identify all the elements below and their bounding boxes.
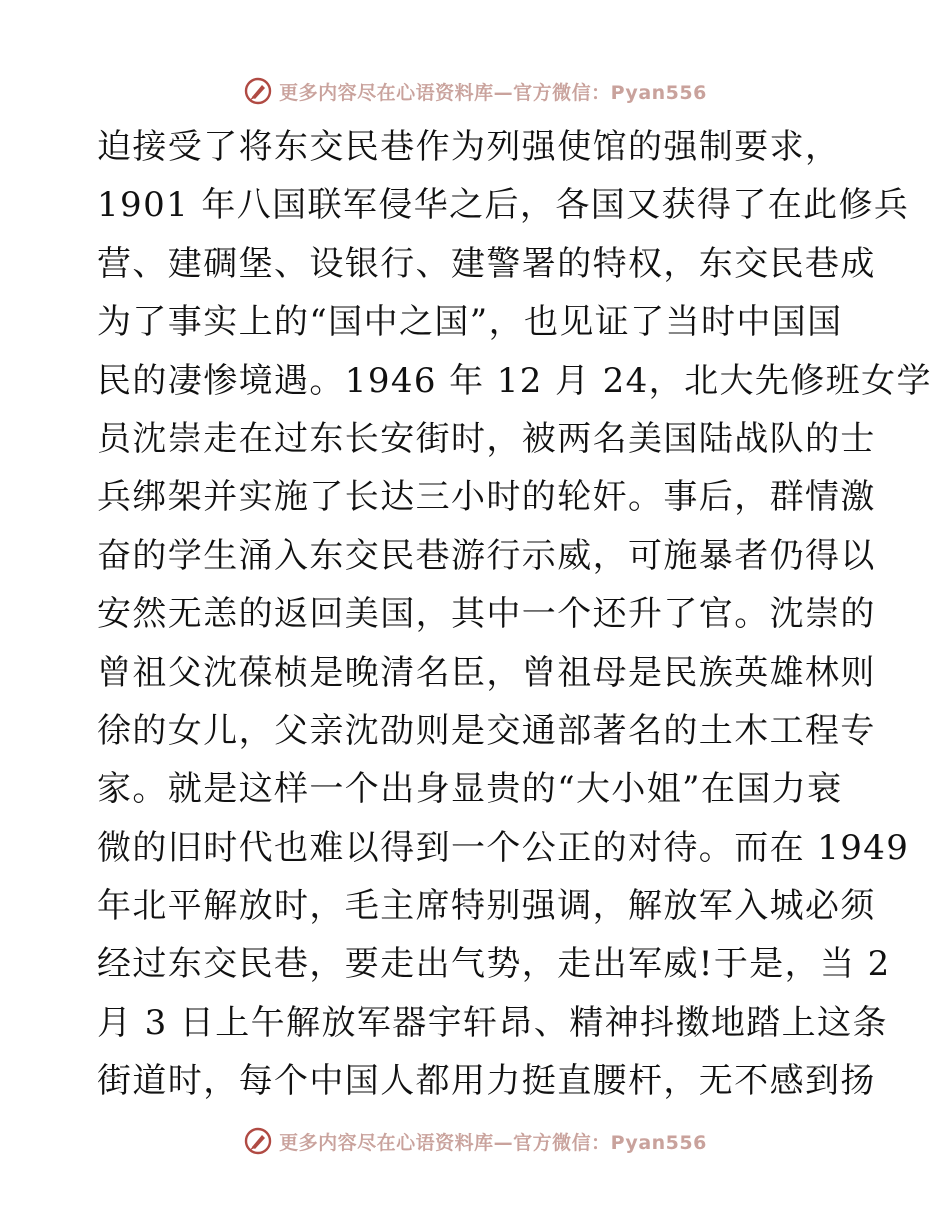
- text-line: 为了事实上的“国中之国”，也见证了当时中国国: [97, 302, 843, 343]
- text-line: 微的旧时代也难以得到一个公正的对待。而在 1949: [97, 827, 910, 868]
- header-watermark: [0, 74, 950, 108]
- footer-watermark: [0, 1124, 950, 1158]
- text-line: 安然无恙的返回美国，其中一个还升了官。沈崇的: [97, 594, 876, 635]
- text-line: 营、建碉堡、设银行、建警署的特权，东交民巷成: [97, 243, 876, 284]
- text-line: 曾祖父沈葆桢是晚清名臣，曾祖母是民族英雄林则: [97, 652, 876, 693]
- text-line: 月 3 日上午解放军器宇轩昂、精神抖擞地踏上这条: [97, 1002, 888, 1043]
- text-line: 1901 年八国联军侵华之后，各国又获得了在此修兵: [97, 185, 910, 226]
- text-line: 年北平解放时，毛主席特别强调，解放军入城必须: [97, 886, 876, 927]
- document-body: [97, 118, 932, 1111]
- text-line: 经过东交民巷，要走出气势，走出军威!于是，当 2: [97, 944, 891, 985]
- watermark-text: 更多内容尽在心语资料库—官方微信：Pyan556: [279, 1131, 707, 1154]
- text-line: 迫接受了将东交民巷作为列强使馆的强制要求，: [97, 127, 841, 167]
- text-line: 徐的女儿，父亲沈劭则是交通部著名的土木工程专: [97, 710, 876, 751]
- pen-nib-icon: [243, 76, 273, 106]
- text-line: 兵绑架并实施了长达三小时的轮奸。事后，群情激: [97, 477, 876, 518]
- text-line: 民的凄惨境遇。1946 年 12 月 24，北大先修班女学: [97, 360, 932, 401]
- text-line: 奋的学生涌入东交民巷游行示威，可施暴者仍得以: [97, 535, 876, 576]
- watermark-text: 更多内容尽在心语资料库—官方微信：Pyan556: [279, 81, 707, 104]
- text-line: 家。就是这样一个出身显贵的“大小姐”在国力衰: [97, 769, 843, 810]
- text-line: 街道时，每个中国人都用力挺直腰杆，无不感到扬: [97, 1061, 876, 1102]
- text-line: 员沈崇走在过东长安街时，被两名美国陆战队的士: [97, 418, 876, 459]
- pen-nib-icon: [243, 1126, 273, 1156]
